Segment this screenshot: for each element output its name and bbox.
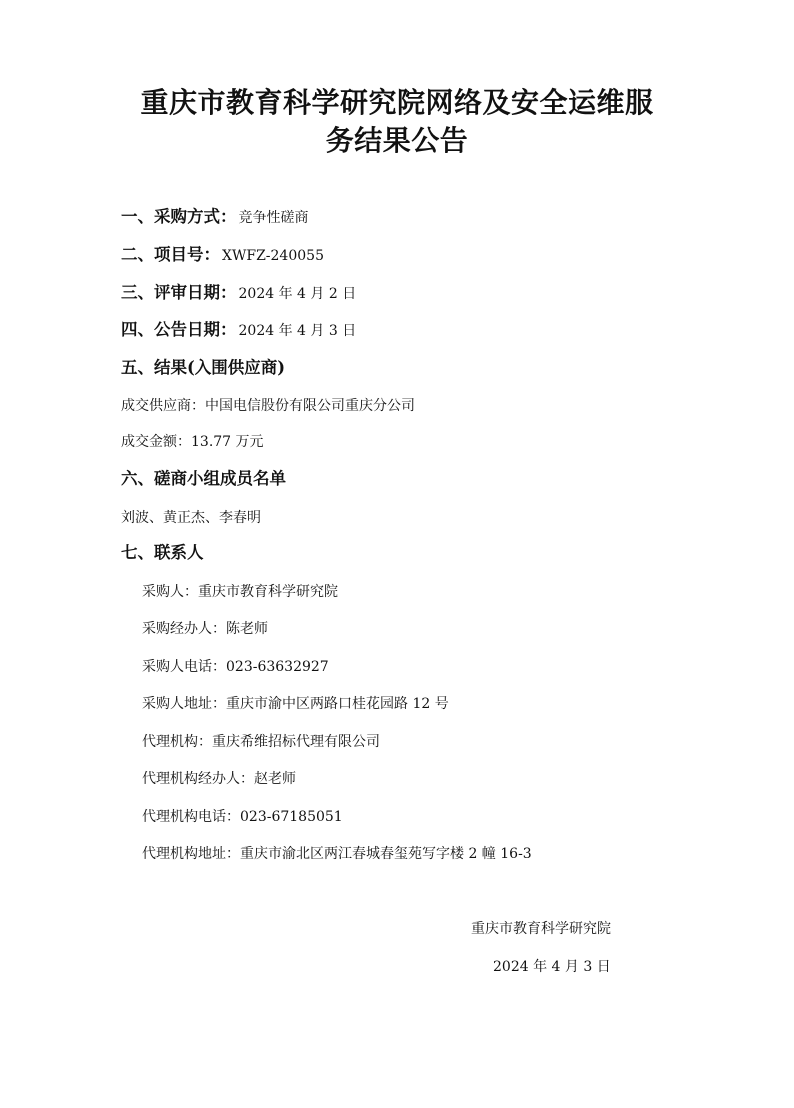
page-title — [120, 84, 674, 160]
section-procurement-method — [121, 206, 309, 229]
contact-line: 采购人电话：023-63632927 — [142, 659, 329, 675]
announce-date-value: 2024 年 4 月 3 日 — [238, 323, 357, 339]
project-number-value: XWFZ-240055 — [222, 248, 324, 264]
review-date-value: 2024 年 4 月 2 日 — [238, 286, 357, 302]
contact-line: 代理机构：重庆希维招标代理有限公司 — [142, 734, 380, 750]
contact-line: 代理机构电话：023-67185051 — [142, 809, 343, 825]
winning-supplier: 成交供应商：中国电信股份有限公司重庆分公司 — [121, 398, 415, 414]
section-heading: 四、公告日期： — [121, 320, 237, 339]
contact-line: 采购人：重庆市教育科学研究院 — [142, 584, 338, 600]
section-heading: 二、项目号： — [121, 245, 220, 264]
procurement-method-value: 竞争性磋商 — [238, 210, 309, 226]
section-panel-heading: 六、磋商小组成员名单 — [121, 469, 286, 488]
section-contacts-heading: 七、联系人 — [121, 543, 204, 562]
section-result-heading: 五、结果(入围供应商) — [121, 358, 286, 377]
section-project-number — [121, 244, 324, 267]
signature-date: 2024 年 4 月 3 日 — [493, 959, 611, 975]
page-title-line-2: 务结果公告 — [325, 124, 469, 157]
contact-line: 代理机构地址：重庆市渝北区两江春城春玺苑写字楼 2 幢 16-3 — [142, 846, 532, 862]
contact-line: 采购经办人：陈老师 — [142, 621, 268, 637]
section-heading: 一、采购方式： — [121, 207, 237, 226]
section-heading: 三、评审日期： — [121, 283, 237, 302]
signature-organization: 重庆市教育科学研究院 — [471, 921, 611, 937]
contact-line: 代理机构经办人：赵老师 — [142, 771, 296, 787]
panel-members: 刘波、黄正杰、李春明 — [121, 510, 261, 526]
page-title-line-1: 重庆市教育科学研究院网络及安全运维服 — [140, 86, 654, 119]
contact-line: 采购人地址：重庆市渝中区两路口桂花园路 12 号 — [142, 696, 449, 712]
section-review-date — [121, 282, 356, 305]
winning-amount: 成交金额：13.77 万元 — [121, 434, 264, 450]
section-announce-date — [121, 319, 356, 342]
